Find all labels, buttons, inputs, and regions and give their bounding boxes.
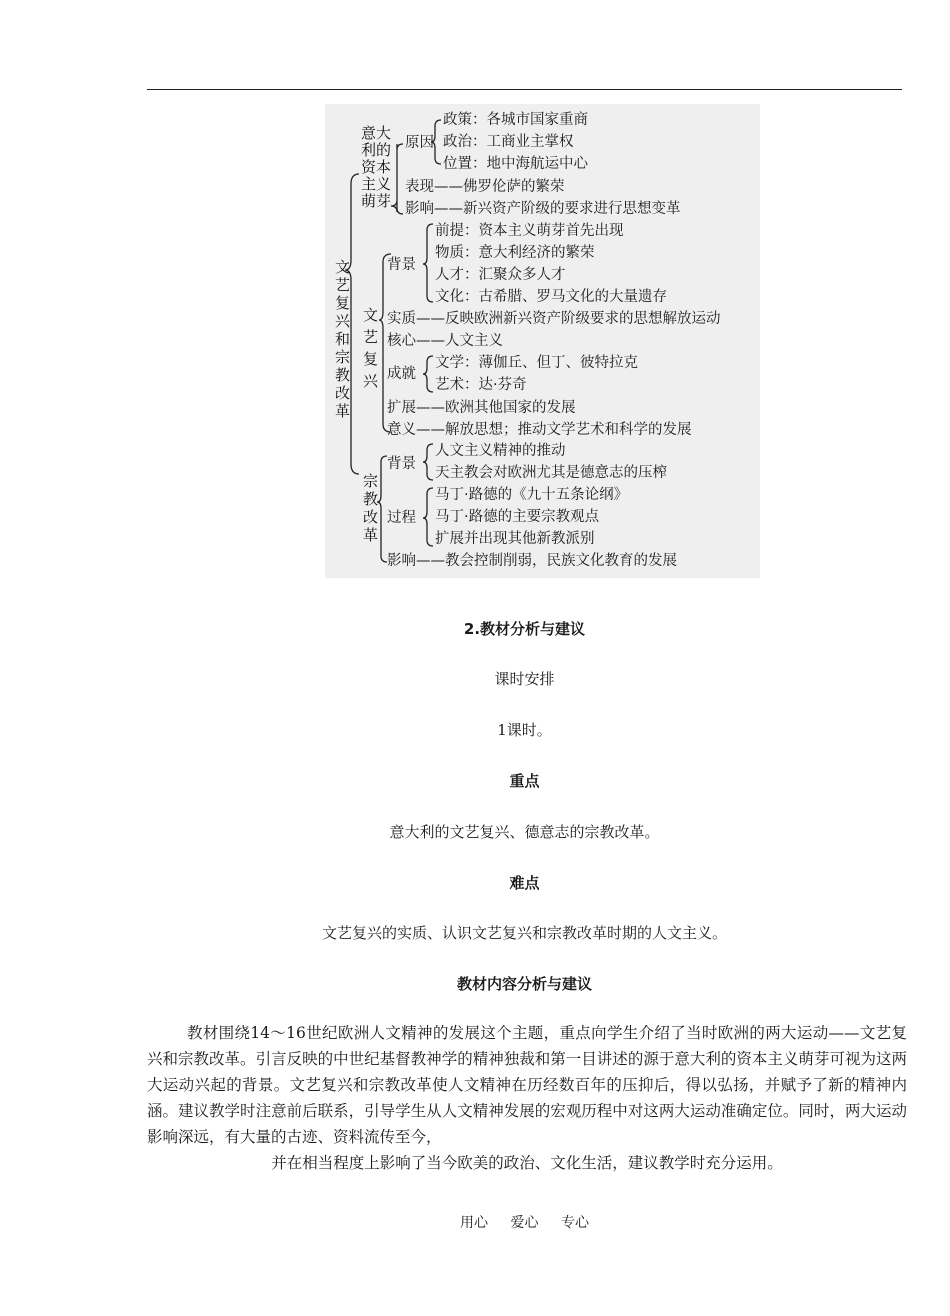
branch3-process-label: 过程 (387, 510, 416, 526)
b2-ach-item-2: 艺术：达·芬奇 (435, 377, 527, 393)
b3-process-item-1: 马丁·路德的《九十五条论纲》 (435, 487, 629, 503)
schedule-value: 1课时。 (497, 721, 552, 739)
branch2-core: 核心——人文主义 (387, 333, 503, 349)
branch1-cause-label: 原因 (405, 135, 434, 151)
branch1-impact: 影响——新兴资产阶级的要求进行思想变革 (405, 201, 681, 217)
b2-bg-item-3: 人才：汇聚众多人才 (435, 267, 566, 283)
branch3-bg-label: 背景 (387, 456, 416, 472)
branch1-title: 意大利的资本主义萌芽 (361, 124, 392, 210)
ach-bracket (423, 356, 433, 392)
branch2-essence: 实质——反映欧洲新兴资产阶级要求的思想解放运动 (387, 311, 721, 327)
b2-bg-item-1: 前提：资本主义萌芽首先出现 (435, 223, 624, 239)
branch2-bg-label: 背景 (387, 257, 416, 273)
b2-bg-item-2: 物质：意大利经济的繁荣 (435, 245, 595, 261)
diagram-svg (325, 104, 760, 578)
cause-item-2: 政治：工商业主掌权 (443, 134, 574, 150)
b3-process-item-2: 马丁·路德的主要宗教观点 (435, 509, 600, 525)
b3-process-item-3: 扩展并出现其他新教派别 (435, 531, 595, 547)
knowledge-structure-diagram (325, 104, 760, 578)
branch1-bracket (391, 144, 403, 214)
diagram-root-title: 文艺复兴和宗教改革 (335, 258, 351, 420)
process-bracket (423, 488, 433, 546)
branch3-title: 宗教改革 (363, 472, 379, 544)
branch3-bracket (377, 456, 387, 562)
key-label: 重点 (509, 772, 540, 790)
analysis-last-line: 并在相当程度上影响了当今欧美的政治、文化生活，建议教学时充分运用。 (271, 1154, 783, 1172)
branch2-meaning: 意义——解放思想；推动文学艺术和科学的发展 (387, 422, 692, 438)
branch1-manifest: 表现——佛罗伦萨的繁荣 (405, 179, 565, 195)
footer-motto: 用心 爱心 专心 (460, 1215, 589, 1231)
analysis-body: 教材围绕14～16世纪欧洲人文精神的发展这个主题，重点向学生介绍了当时欧洲的两大运动——文艺复兴和宗教改革。引言反映的中世纪基督教神学的精神独裁和第一目讲述的源于意大利的资本主义萌芽可视为这两大运动兴起的背景。文艺复兴和宗教改革使人文精神在历经数百年的压抑后，得以弘扬，并赋予了新的精神内涵。建议教学时注意前后联系，引导学生从人文精神发展的宏观历程中对这两大运动准确定位。同时，两大运动影响深远，有大量的古迹、资料流传至今， (147, 1024, 907, 1146)
b3-bg-bracket (423, 444, 433, 480)
analysis-paragraph (147, 1020, 907, 1176)
branch2-title: 文艺复兴 (363, 306, 379, 390)
cause-bracket (431, 120, 441, 164)
branch2-ach-label: 成就 (387, 366, 416, 382)
branch3-impact: 影响——教会控制削弱，民族文化教育的发展 (387, 553, 677, 569)
schedule-label: 课时安排 (494, 670, 555, 688)
b2-ach-item-1: 文学：薄伽丘、但丁、彼特拉克 (435, 355, 638, 371)
difficulty-value: 文艺复兴的实质、认识文艺复兴和宗教改革时期的人文主义。 (321, 924, 727, 942)
b2-bg-item-4: 文化：古希腊、罗马文化的大量遗存 (435, 289, 667, 305)
section-heading: 2.教材分析与建议 (463, 620, 586, 638)
header-rule (147, 89, 902, 90)
b3-bg-item-2: 天主教会对欧洲尤其是德意志的压榨 (435, 465, 667, 481)
cause-item-3: 位置：地中海航运中心 (443, 156, 588, 172)
b3-bg-item-1: 人文主义精神的推动 (435, 443, 566, 459)
key-value: 意大利的文艺复兴、德意志的宗教改革。 (389, 823, 660, 841)
branch2-spread: 扩展——欧洲其他国家的发展 (387, 400, 576, 416)
cause-item-1: 政策：各城市国家重商 (443, 112, 588, 128)
branch2-bg-bracket (423, 224, 433, 302)
analysis-heading: 教材内容分析与建议 (456, 975, 592, 993)
difficulty-label: 难点 (509, 874, 540, 892)
